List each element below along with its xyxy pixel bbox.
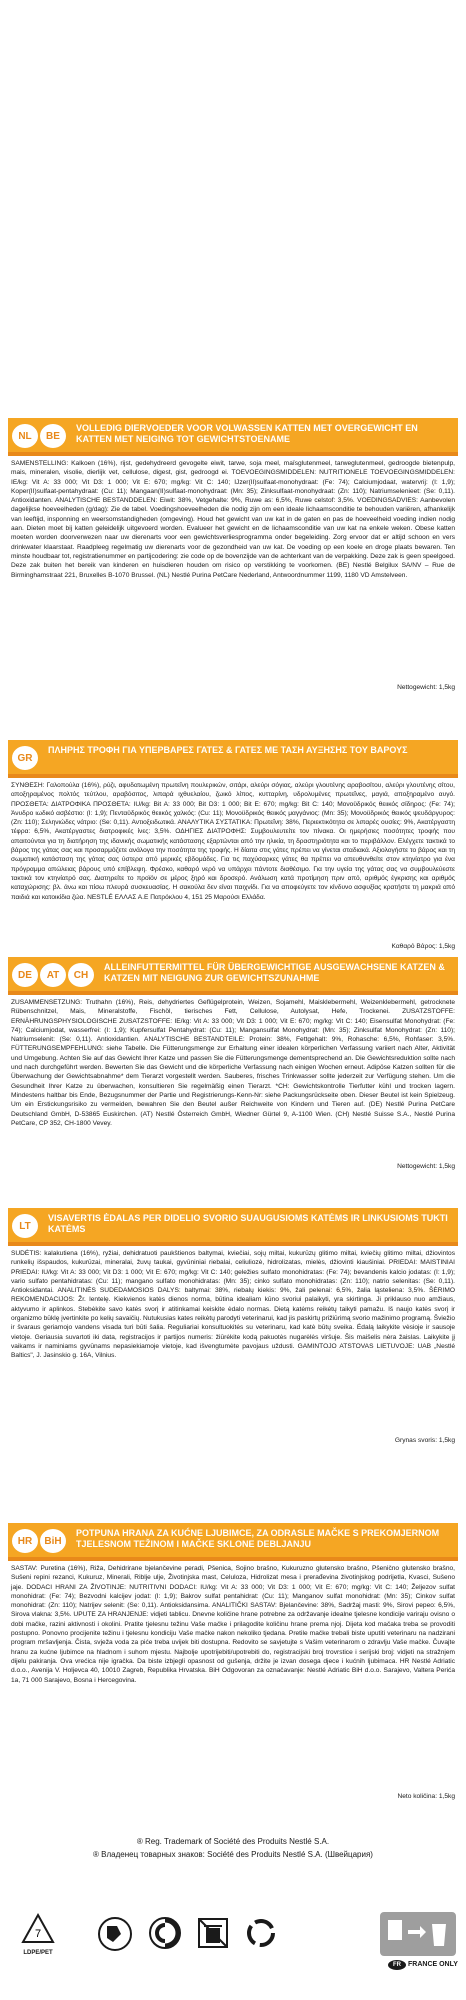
section-header bbox=[8, 1523, 458, 1561]
section-title: VOLLEDIG DIERVOEDER VOOR VOLWASSEN KATTEN MET OVERGEWICHT EN KATTEN MET NEIGING TOT GEWICHTSTOENAME bbox=[76, 423, 418, 444]
section-lt bbox=[8, 1208, 458, 1450]
net-weight: Nettogewicht: 1,5kg bbox=[397, 1163, 455, 1170]
header-stripe bbox=[8, 991, 458, 995]
section-body: SUDĖTIS: kalakutiena (16%), ryžiai, dehidratuoti paukštienos baltymai, kviečiai, sojų miltai, kukurūzų glitimo miltai, kviečių glitimo miltai, džiovintos runkelių išspaudos, kukurūzai, mineralai, žuvų taukai, gyvūniniai riebalai, celiuliozė, hidrolizatas, mielės, džiovinti kiaušiniai. PRIEDAI: MAISTINIAI PRIEDAI: IU/kg: Vit A: 33 000; Vit D3: 1 000; Vit E: 670; mg/kg: Vit C: 140; geležies sulfato monohidratas: (Fe: 74); bevandenis kalcio jodatas: (I: 1,9); vario sulfato pentahidratas: (Cu: 11); mangano sulfato monohidratas: (Mn: 35); cinko sulfato monohidratas: (Zn: 110); natrio selenitas: (Se: 0,11). Antioksidantai. ANALITINĖS SUDEDAMOSIOS DALYS: baltymai: 38%, riebalų kiekis: 9%, žali pelenai: 6,5%, žalia ląsteliena: 3,5%. ŠĖRIMO REKOMENDACIJOS: Žr. lentelę. Kiekvienos katės dienos norma, būtina idealiam kūno svoriui palaikyti, yra skirtinga. Ji priklauso nuo amžiaus, aktyvumo ir aplinkos. Stebėkite savo katės svorį ir atitinkamai keiskite ėdalo normas. Dietą katėms reikėtų taikyti pamažu. Iš naujo katės svorį ir organizmo būklę įvertinkite po kelių savaičių. Nutukusias kates reikėtų parodyti veterinarui, kad jis paskirtų prižiūrimą svorio mažinimo programą. Šviežio ir švaraus geriamojo vandens visada turi būti šalia. Reguliariai konsultuokitės su veterinaru, kad katė būtų sveika. Ėdalą laikykite vėsioje ir sausoje vietoje. Geriausia suvartoti iki data, registracijos ir partijos numeris: žiūrėkite kodą pakuotės nugarėlės viršuje. Šis maišelis nėra žaislas. Laikykite jį vaikams ir naminiams gyvūnams nepasiekiamoje vietoje, kad išvengtumėte pavojaus uždusti. GAMINTOJO ATSTOVAS LIETUVOJE: UAB „Nestlé Baltics", J. Jasinskio g. 16A, Vilnius. bbox=[11, 1250, 455, 1360]
country-badge: NL bbox=[12, 424, 38, 448]
tidyman-icon bbox=[95, 1916, 135, 1952]
country-badges bbox=[12, 1214, 38, 1238]
country-badge: DE bbox=[12, 963, 38, 987]
header-stripe bbox=[8, 1242, 458, 1246]
country-badge: BE bbox=[40, 424, 66, 448]
header-stripe bbox=[8, 452, 458, 456]
header-stripe bbox=[8, 774, 458, 778]
triman-sorting-icon bbox=[380, 1912, 456, 1956]
recycle-triangle-icon bbox=[20, 1912, 56, 1948]
section-title: ALLEINFUTTERMITTEL FÜR ÜBERGEWICHTIGE AUSGEWACHSENE KATZEN & KATZEN MIT NEIGUNG ZUR GEWICHTSZUNAHME bbox=[104, 962, 445, 983]
trademark-line-ru: ® Владенец товарных знаков: Société des Produits Nestlé S.A. (Швейцария) bbox=[93, 1850, 373, 1859]
section-nl-be bbox=[8, 418, 458, 697]
section-title: VISAVERTIS ĖDALAS PER DIDELIO SVORIO SUAUGUSIOMS KATĖMS IR LINKUSIOMS TUKTI KATĖMS bbox=[48, 1213, 448, 1234]
section-body: ZUSAMMENSETZUNG: Truthahn (16%), Reis, dehydriertes Geflügelprotein, Weizen, Sojamehl, Maisklebermehl, Weizenklebermehl, getrocknete Rübenschnitzel, Mais, Mineralstoffe, Fischöl, tierisches Fett, Cellulose, Autolysat, Hefe, Trockenei. ZUSATZSTOFFE: ERNÄHRUNGSPHYSIOLOGISCHE ZUSATZSTOFFE: IE/kg: Vit A: 33 000; Vit D3: 1 000; Vit E: 670; mg/kg: Vit C: 140; Eisensulfat Monohydrat: (Fe: 74); Calciumjodat, wasserfrei: (I: 1,9); Kupfersulfat Pentahydrat: (Cu: 11); Mangansulfat Monohydrat: (Mn: 35); Zinksulfat Monohydrat: (Zn: 110); Natriumselenit: (Se: 0,11). Antioxidantien. ANALYTISCHE BESTANDTEILE: Protein: 38%, Fettgehalt: 9%, Rohasche: 6,5%, Rohfaser: 3,5%. FÜTTERUNGSEMPFEHLUNG: siehe Tabelle. Die Fütterungsmenge zur Erhaltung einer idealen körperlichen Verfassung variiert nach Alter, Aktivität und Umgebung. Achten Sie auf das Gewicht Ihrer Katze und passen Sie die Fütterungsmenge dementsprechend an. Die Gewichtsreduktion sollte nach und nach durchgeführt werden. Bewerten Sie das Gewicht und die körperliche Verfassung nach einigen Wochen erneut. Adipöse Katzen sollten für die Überwachung der Gewichtsabnahme* dem Tierarzt vorgestellt werden. Sauberes, frisches Trinkwasser sollte jederzeit zur Verfügung stehen. Um die Gesundheit Ihrer Katze zu überwachen, konsultieren Sie regelmäßig einen Tierarzt. *CH: Gewichtskontrolle Tierfutter kühl und trocken lagern. Mindestens haltbar bis Ende, Bezugsnummer der Partie und Registrierungs-Kenn-Nr: siehe Packungsrückseite oben. Dieser Beutel ist kein Spielzeug. Um ein Erstickungsrisiko zu vermeiden, bewahren Sie den Beutel außer Reichweite von Kindern und Tieren auf. (DE) Nestlé Purina PetCare Deutschland GmbH, D-53865 Euskirchen. (AT) Nestlé Österreich GmbH, Wiedner Gürtel 9, A-1100 Wien. (CH) Nestlé Suisse S.A., Nestlé Purina PetCare, CP 352, CH-1800 Vevey. bbox=[11, 999, 455, 1127]
header-stripe bbox=[8, 1557, 458, 1561]
net-weight: Grynas svoris: 1,5kg bbox=[394, 1437, 455, 1444]
country-badges bbox=[12, 1529, 66, 1553]
section-de-at-ch bbox=[8, 957, 458, 1176]
section-body: SAMENSTELLING: Kalkoen (16%), rijst, gedehydreerd gevogelte eiwit, tarwe, soja meel, maïsglutenmeel, tarweglutenmeel, gedroogde bietenpulp, mais, mineralen, visolie, dierlijk vet, cellulose, digest, gist, gedroogd ei. TOEVOEGINGSMIDDELEN: NUTRITIONELE TOEVOEGINGSMIDDELEN: IE/kg: Vit A: 33 000; Vit D3: 1 000; Vit E: 670; mg/kg: Vit C: 140; IJzer(II)sulfaat-monohydraat: (Fe: 74); Calciumjodaat, watervrij: (I: 1,9); Koper(II)sulfaat-pentahydraat: (Cu: 11); Mangaan(II)sulfaat-monohydraat: (Mn: 35); Zinksulfaat-monohydraat: (Zn: 110); Natriumselenieet: (Se: 0,11). Antioxidanten. ANALYTISCHE BESTANDDELEN: Eiwit: 38%, Vetgehalte: 9%, Ruwe as: 6,5%, Ruwe celstof: 3,5%. VOEDINGSADVIES: Aanbevolen dagelijkse hoeveelheden (g/dag): Zie de tabel. Voedingshoeveelheden die nodig zijn om een ideale lichaamsconditie te behouden variëren, afhankelijk van leeftijd, insponning en weersomstandigheden (omgeving). Houd het gewicht van uw kat in de gaten en pas de hoeveelheid voeding indien nodig aan. Dieten moet bij katten geleidelijk uitgevoerd worden. Evalueer het gewicht en de lichaamsconditie van uw kat na enkele weken. Obese katten moeten worden doorverwezen naar uw dierenarts voor een gewichtsverliesprogramma onder begeleiding. Zorg ervoor dat er altijd schoon en vers drinkwater klaarstaat. Raadpleeg regelmatig uw dierenarts voor de gezondheid van uw kat. De voeding op een koele en droge plaats bewaren. Ten minste houdbaar tot, registratienummer en partijcodering: zie code op de bovenzijde van de achterkant van de verpakking. Deze zak is geen speelgoed. Deze zak buiten het bereik van kinderen en huisdieren houden om risico op verstikking te voorkomen. (BE) Nestlé Belgilux SA/NV – Rue de Birminghamstraat 221, Bruxelles B-1070 Brussel. (NL) Nestlé Purina PetCare Nederland, Antwoordnummer 1199, 1180 VD Amstelveen. bbox=[11, 460, 455, 579]
section-hr-bih bbox=[8, 1523, 458, 1806]
recycle-label: LDPE/PET bbox=[23, 1950, 53, 1956]
net-weight: Καθαρό Βάρος: 1,5kg bbox=[391, 943, 455, 950]
country-badge: AT bbox=[40, 963, 66, 987]
net-weight: Nettogewicht: 1,5kg bbox=[397, 684, 455, 691]
section-header bbox=[8, 957, 458, 995]
country-badge: HR bbox=[12, 1529, 38, 1553]
recycle-code: 7 bbox=[34, 1928, 42, 1940]
france-only-label: FRANCE ONLY bbox=[408, 1961, 458, 1968]
trademark-line: ® Reg. Trademark of Société des Produits Nestlé S.A. bbox=[136, 1837, 330, 1846]
country-badges bbox=[12, 746, 38, 770]
section-header bbox=[8, 418, 458, 456]
recycling-icons bbox=[0, 1912, 466, 1972]
section-gr bbox=[8, 740, 458, 957]
country-badge: CH bbox=[68, 963, 94, 987]
country-badge: LT bbox=[12, 1214, 38, 1238]
section-title: ΠΛΗΡΗΣ ΤΡΟΦΗ ΓΙΑ ΥΠΕΡΒΑΡΕΣ ΓΑΤΕΣ & ΓΑΤΕΣ ΜΕ ΤΑΣΗ ΑΥΞΗΣΗΣ ΤΟΥ ΒΑΡΟΥΣ bbox=[48, 745, 408, 755]
country-badge: BiH bbox=[40, 1529, 66, 1553]
country-badge: GR bbox=[12, 746, 38, 770]
section-header bbox=[8, 740, 458, 778]
country-badges bbox=[12, 963, 94, 987]
section-title: POTPUNA HRANA ZA KUĆNE LJUBIMCE, ZA ODRASLE MAČKE S PREKOMJERNOM TJELESNOM TEŽINOM I MAČKE SKLONE DEBLJANJU bbox=[76, 1528, 440, 1549]
country-badges bbox=[12, 424, 66, 448]
recyclable-loop-icon bbox=[244, 1916, 278, 1950]
fr-badge: FR bbox=[388, 1960, 406, 1970]
section-body: ΣΥΝΘΕΣΗ: Γαλοπούλα (16%), ρύζι, αφυδατωμένη πρωτεΐνη πουλερικών, σιτάρι, αλεύρι σόγιας, αλεύρι γλουτένης αραβοσίτου, αλεύρι γλουτένης σίτου, αποξηραμένος πολτός τεύτλου, αραβόσιτος, λιπαρά ιχθυελαίου, ζωικό λίπος, κυτταρίνη, υδρολυμένες πρωτεΐνες, μαγιά, αποξηραμένο αυγό. ΠΡΟΣΘΕΤΑ: ΔΙΑΤΡΟΦΙΚΑ ΠΡΟΣΘΕΤΑ: IU/kg: Bit A: 33 000; Bit D3: 1 000; Bit E: 670; mg/kg: Bit C: 140; Μονοϋδρικός θειικός σίδηρος: (Fe: 74); Άνυδρο ιωδικό ασβέστιο: (I: 1,9); Πενταϋδρικός θειικός χαλκός: (Cu: 11); Μονοϋδρικός θειικός μαγγάνιος: (Mn: 35); Μονοϋδρικός θειικός ψευδάργυρος: (Zn: 110); Σεληνιώδες νάτριο: (Se: 0,11). Αντιοξειδωτικά. ΑΝΑΛΥΤΙΚΑ ΣΥΣΤΑΤΙΚΑ: Πρωτεΐνη: 38%, Περιεκτικότητα σε λιπαρές ουσίες: 9%, Ακατέργαστη τέφρα: 6,5%, Ακατέργαστες διατροφικές ίνες: 3,5%. ΟΔΗΓΙΕΣ ΔΙΑΤΡΟΦΗΣ: Συμβουλευτείτε τον πίνακα. Οι ημερήσιες ποσότητες τροφής που απαιτούνται για τη διατήρηση της ιδανικής σωματικής κατάστασης εξαρτώνται από την ηλικία, τη δραστηριότητα και το περιβάλλον. Ελέγχετε τακτικά το βάρος της γάτας σας και προσαρμόζετε ανάλογα την ποσότητα της τροφής. Η δίαιτα στις γάτες πρέπει να γίνεται σταδιακά. Αξιολογήστε το βάρος και τη σωματική κατάσταση της γάτας σας ύστερα από μερικές εβδομάδες. Για τις παχύσαρκες γάτες θα πρέπει να απευθυνθείτε στον κτηνίατρο για ένα πρόγραμμα απώλειας βάρους υπό επίβλεψη. Φρέσκο, καθαρό νερό να υπάρχει πάντοτε διαθέσιμο. Για την υγεία της γάτας σας να συμβουλεύεστε τακτικά τον κτηνίατρό σας. Διατηρείτε το προϊόν σε μέρος ξηρό και δροσερό. Ανάλωση κατά προτίμηση πριν από, αριθμός έγκρισης και αριθμός καταχώρισης: βλ. άνω και πίσω πλευρά συσκευασίας. Η σακούλα δεν είναι παιχνίδι. Για να αποφεύγετε τον κίνδυνο ασφυξίας κρατήστε τη μακριά από παιδιά και κατοικίδια ζώα. NESTLÉ ΕΛΛΑΣ Α.Ε Πατρόκλου 4, 151 25 Μαρούσι Ελλάδα. bbox=[11, 782, 455, 901]
no-littering-bin-icon bbox=[196, 1916, 230, 1950]
net-weight: Neto količina: 1,5kg bbox=[397, 1793, 455, 1800]
section-header bbox=[8, 1208, 458, 1246]
section-body: SASTAV: Puretina (16%), Riža, Dehidrirane bjelančevine peradi, Pšenica, Sojino brašno, Kukuruzno glutensko brašno, Pšenično glutensko brašno, Sušeni repini rezanci, Kukuruz, Minerali, Riblje ulje, Životinjska mast, Celuloza, Hidrolizat mesa i prerađevina životinjskog podrijetla, Kvasci, Sušeno jaje. DODACI HRANI ZA ŽIVOTINJE: NUTRITIVNI DODACI: IU/kg: Vit A: 33 000; Vit D3: 1 000; Vit E: 670; mg/kg: Vit C: 140; Željezov sulfat monohidrat: (Fe: 74); Bezvodni kalcijev jodat: (I: 1,9); Bakrov sulfat pentahidrat: (Cu: 11); Manganov sulfat monohidrat: (Mn: 35); Cinkov sulfat monohidrat: (Zn: 110); Natrijev selenit: (Se: 0,11). Antioksidansima. ANALITIČKI SASTAV: Bjelančevine: 38%, Sadržaj masti: 9%, Sirovi pepeo: 6,5%, Sirova vlakna: 3,5%. UPUTE ZA HRANJENJE: vidjeti tablicu. Dnevne količine hrane potrebne za održavanje idealne tjelesne kondicije variraju ovisno o dobi mačke, razini aktivnosti i okolini. Pratite tjelesnu težinu Vaše mačke i prilagodite količinu hrane prema njoj. Dijeta kod mačaka treba se provoditi postupno. Ponovno procijenite težinu i tjelesnu kondiciju Vaše mačke nakon nekoliko tjedana. Pretile mačke trebali biste uputiti veterinaru na nadzirani program mršavljenja. Čista, svježa voda za piće treba uvijek biti dostupna. Redovito se savjetujte s Vašim veterinarom o zdravlju Vaše mačke. Čuvajte hranu za kućne ljubimce na hladnom i suhom mjestu. Najbolje upotrijebiti/upotrebiti do, registracijski broj trovrstice i serijski broj: vidjeti na stražnjem dijelu pakiranja. Ova vrećica nije igračka. Da biste izbjegli opasnost od gušenja, držite je izvan dosega djece i kućnih ljubimaca. HR Nestlé Adriatic d.o.o., Avenija V. Holjevca 40, 10010 Zagreb, Republika Hrvatska. BiH Odgovoran za označavanje: Nestlé Adriatic BiH d.o.o. Sarajevo, Valtera Perića 1a, 71 000 Sarajevo, Bosna i Hercegovina. bbox=[11, 1565, 455, 1684]
green-dot-icon bbox=[148, 1916, 182, 1950]
